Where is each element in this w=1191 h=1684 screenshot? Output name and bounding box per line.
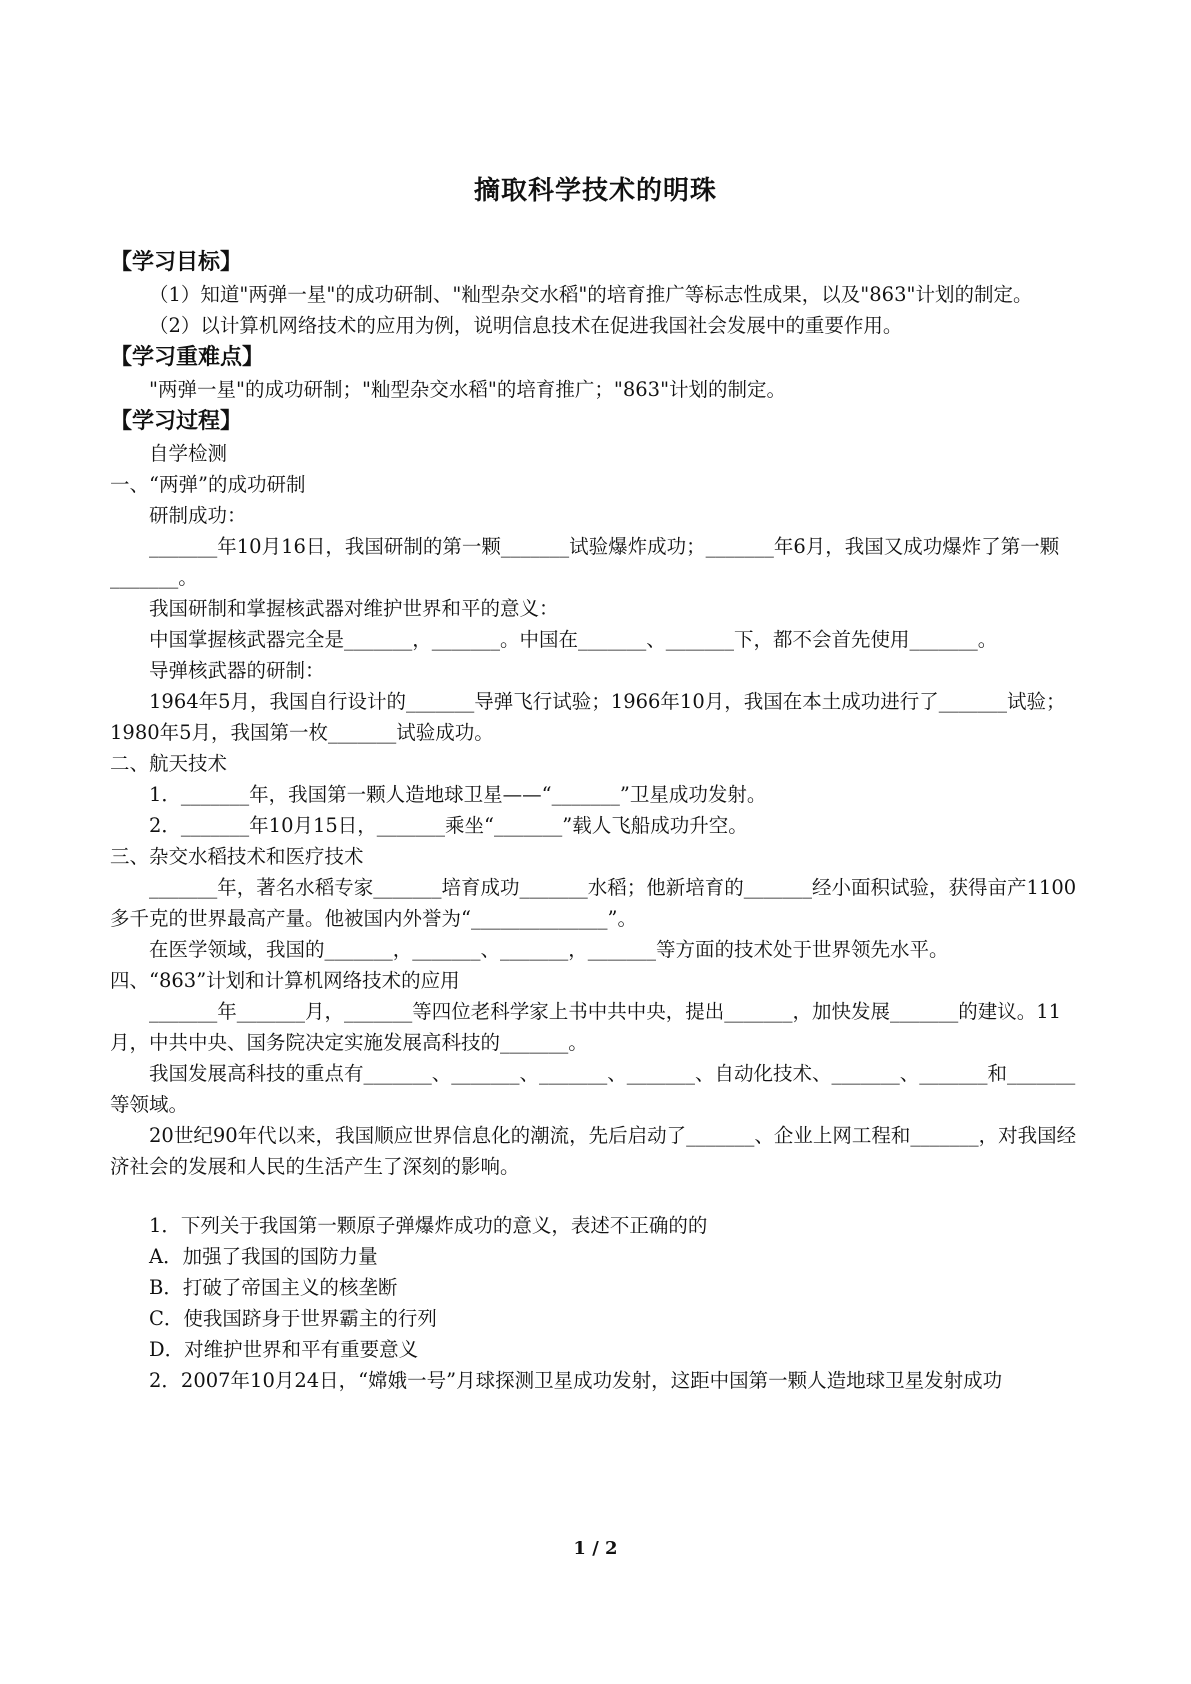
section-1-paragraph-2: 中国掌握核武器完全是_______，_______。中国在_______、_______下，都不会首先使用_______。 bbox=[149, 628, 998, 651]
section-1-subheading-3: 导弹核武器的研制： bbox=[149, 659, 325, 682]
section-4-paragraph-1: _______年_______月，_______等四位老科学家上书中共中央，提出_______，加快发展_______的建议。11月，中共中央、国务院决定实施发展高科技的_______。 bbox=[110, 1000, 1062, 1054]
document-body bbox=[110, 246, 1085, 1396]
section-4-paragraph-3: 20世纪90年代以来，我国顺应世界信息化的潮流，先后启动了_______、企业上网工程和_______，对我国经济社会的发展和人民的生活产生了深刻的影响。 bbox=[110, 1124, 1077, 1178]
section-4-paragraph-2: 我国发展高科技的重点有_______、_______、_______、_______、自动化技术、_______、_______和_______等领域。 bbox=[110, 1062, 1076, 1116]
section-4-title: 四、“863”计划和计算机网络技术的应用 bbox=[110, 969, 460, 992]
page-number: 1 / 2 bbox=[573, 1538, 618, 1559]
spacer bbox=[110, 1182, 1085, 1210]
page-title: 摘取科学技术的明珠 bbox=[473, 176, 717, 206]
goals-heading: 【学习目标】 bbox=[110, 250, 243, 275]
question-1-option-a: A．加强了我国的国防力量 bbox=[149, 1245, 378, 1268]
question-1-option-c: C．使我国跻身于世界霸主的行列 bbox=[149, 1307, 437, 1330]
section-1-paragraph-1: _______年10月16日，我国研制的第一颗_______试验爆炸成功；_______年6月，我国又成功爆炸了第一颗_______。 bbox=[110, 535, 1060, 589]
question-1-option-b: B．打破了帝国主义的核垄断 bbox=[149, 1276, 398, 1299]
section-3-title: 三、杂交水稻技术和医疗技术 bbox=[110, 845, 364, 868]
key-points-text: "两弹一星"的成功研制；"籼型杂交水稻"的培育推广；"863"计划的制定。 bbox=[149, 378, 787, 401]
question-1: 1．下列关于我国第一颗原子弹爆炸成功的意义，表述不正确的的 bbox=[149, 1214, 708, 1237]
section-2-title: 二、航天技术 bbox=[110, 752, 228, 775]
key-points-heading: 【学习重难点】 bbox=[110, 345, 265, 370]
section-1-subheading-2: 我国研制和掌握核武器对维护世界和平的意义： bbox=[149, 597, 559, 620]
goal-1: （1）知道"两弹一星"的成功研制、"籼型杂交水稻"的培育推广等标志性成果，以及"863"计划的制定。 bbox=[149, 283, 1033, 306]
section-1-paragraph-3: 1964年5月，我国自行设计的_______导弹飞行试验；1966年10月，我国在本土成功进行了_______试验；1980年5月，我国第一枚_______试验成功。 bbox=[110, 690, 1066, 744]
question-2: 2．2007年10月24日，“嫦娥一号”月球探测卫星成功发射，这距中国第一颗人造地球卫星发射成功 bbox=[149, 1369, 1003, 1392]
section-3-paragraph-1: _______年，著名水稻专家_______培育成功_______水稻；他新培育的_______经小面积试验，获得亩产1100多千克的世界最高产量。他被国内外誉为“______________”。 bbox=[110, 876, 1077, 930]
section-1-title: 一、“两弹”的成功研制 bbox=[110, 473, 306, 496]
self-check-label: 自学检测 bbox=[149, 442, 228, 465]
process-heading: 【学习过程】 bbox=[110, 409, 243, 434]
goal-2: （2）以计算机网络技术的应用为例，说明信息技术在促进我国社会发展中的重要作用。 bbox=[149, 314, 903, 337]
section-3-paragraph-2: 在医学领域，我国的_______，_______、_______，_______等方面的技术处于世界领先水平。 bbox=[149, 938, 949, 961]
question-1-option-d: D．对维护世界和平有重要意义 bbox=[149, 1338, 419, 1361]
section-2-item-2: 2．_______年10月15日，_______乘坐“_______”载人飞船成功升空。 bbox=[149, 814, 748, 837]
section-1-subheading-1: 研制成功： bbox=[149, 504, 247, 527]
section-2-item-1: 1．_______年，我国第一颗人造地球卫星——“_______”卫星成功发射。 bbox=[149, 783, 767, 806]
